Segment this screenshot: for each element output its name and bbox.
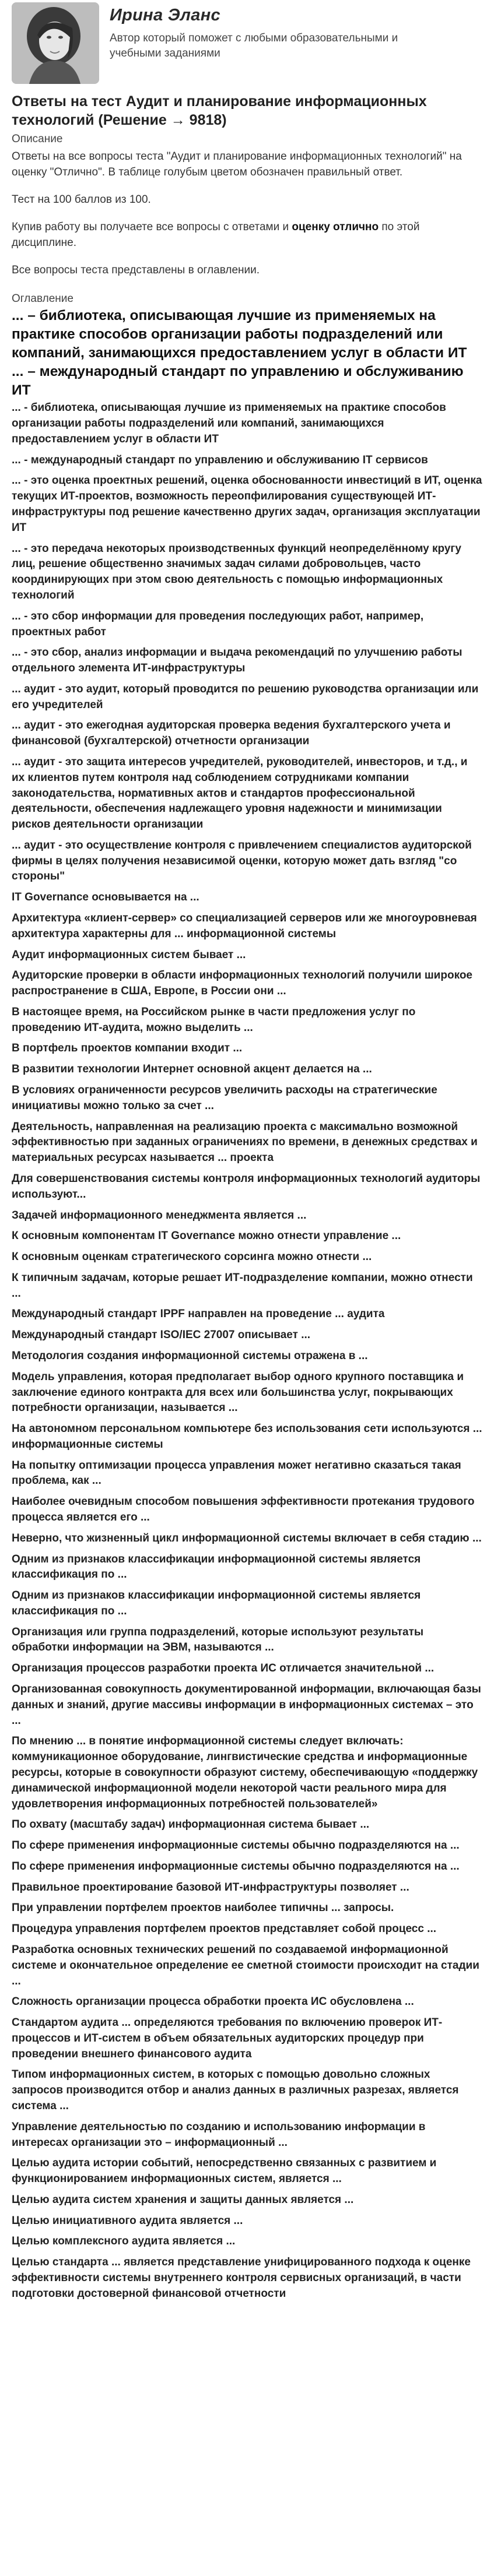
toc-item[interactable]: Процедура управления портфелем проектов представляет собой процесс ...	[12, 1923, 437, 1935]
toc-item[interactable]: Целью комплексного аудита является ...	[12, 2235, 236, 2248]
purchase-text	[12, 219, 482, 251]
toc-item[interactable]: Международный стандарт IPPF направлен на проведение ... аудита	[12, 1308, 385, 1321]
toc-item[interactable]: Архитектура «клиент-сервер» со специализацией серверов или же многоуровневая архитектура характерны для ... информационной системы	[12, 912, 477, 940]
purchase-text-bold: оценку отлично	[292, 221, 379, 234]
toc-item[interactable]: Задачей информационного менеджмента является ...	[12, 1209, 307, 1222]
toc-item[interactable]: Наиболее очевидным способом повышения эффективности протекания трудового процесса является его ...	[12, 1495, 475, 1523]
toc-item[interactable]: Одним из признаков классификации информационной системы является классификация по ...	[12, 1589, 421, 1617]
author-avatar[interactable]	[12, 2, 99, 84]
toc-item[interactable]: Международный стандарт ISO/IEC 27007 описывает ...	[12, 1329, 311, 1342]
author-card	[12, 0, 482, 87]
purchase-text-before: Купив работу вы получаете все вопросы с ответами и	[12, 221, 289, 234]
toc-item[interactable]: В условиях ограниченности ресурсов увеличить расходы на стратегические инициативы можно только за счет ...	[12, 1084, 437, 1112]
toc-item[interactable]: Одним из признаков классификации информационной системы является классификация по ...	[12, 1553, 421, 1581]
toc-item[interactable]: ... аудит - это аудит, который проводится по решению руководства организации или его учредителей	[12, 682, 479, 711]
toc-item[interactable]: ... - это сбор информации для проведения последующих работ, например, проектных работ	[12, 610, 424, 638]
toc-item[interactable]: Организация процессов разработки проекта ИС отличается значительной ...	[12, 1662, 435, 1675]
description-text: Ответы на все вопросы теста "Аудит и планирование информационных технологий" на оценку "Отлично". В таблице голубым цветом обозначен правильный ответ.	[12, 150, 462, 178]
toc-item[interactable]: Стандартом аудита ... определяются требования по включению проверок ИТ-процессов и ИТ-систем в объем обязательных аудиторских процедур при проведении внешнего финансового аудита	[12, 2017, 443, 2060]
toc-item[interactable]: Разработка основных технических решений по создаваемой информационной системе и окончательное определение ее сметной стоимости происходит на стадии ...	[12, 1943, 479, 1987]
toc-item[interactable]: На автономном персональном компьютере без использования сети используются ... информационные системы	[12, 1423, 482, 1451]
toc-item[interactable]: Правильное проектирование базовой ИТ-инфраструктуры позволяет ...	[12, 1881, 409, 1894]
toc-item[interactable]: IT Governance основывается на ...	[12, 891, 199, 904]
toc-item[interactable]: Типом информационных систем, в которых с помощью довольно сложных запросов производится отбор и анализ данных в различных разрезах, является система ...	[12, 2068, 459, 2112]
toc-item[interactable]: Для совершенствования системы контроля информационных технологий аудиторы используют...	[12, 1172, 481, 1201]
toc-item[interactable]: К основным оценкам стратегического сорсинга можно отнести ...	[12, 1251, 372, 1264]
avatar-photo	[12, 2, 99, 84]
author-name[interactable]: Ирина Эланс	[110, 6, 220, 24]
toc-item[interactable]: По сфере применения информационные системы обычно подразделяются на ...	[12, 1860, 460, 1873]
toc-item[interactable]: Аудиторские проверки в области информационных технологий получили широкое распространение в США, Европе, в России они ...	[12, 969, 473, 998]
toc-item[interactable]: Сложность организации процесса обработки проекта ИС обусловлена ...	[12, 1996, 414, 2008]
toc-item[interactable]: Целью стандарта ... является представление унифицированного подхода к оценке эффективности системы внутреннего контроля сервисных организаций, в части подготовки достоверной финансовой отчетности	[12, 2256, 471, 2300]
toc-item[interactable]: ... аудит - это осуществление контроля с привлечением специалистов аудиторской фирмы в целях получения независимой оценки, которую может дать взгляд "со стороны"	[12, 839, 472, 883]
toc-list	[12, 399, 482, 2304]
author-description: Автор который поможет с любыми образовательными и учебными заданиями	[110, 32, 398, 60]
toc-item[interactable]: ... аудит - это ежегодная аудиторская проверка ведения бухгалтерского учета и финансовой (бухгалтерской) отчетности организации	[12, 719, 451, 748]
toc-heading-link[interactable]: ... – библиотека, описывающая лучшие из применяемых на практике способов организации работы подразделений или компаний, занимающихся предоставлением услуг в области ИТ ... – международный стандарт по управлению и обслуживанию ИТ	[12, 308, 467, 398]
test-info: Тест на 100 баллов из 100.	[12, 193, 151, 206]
toc-item[interactable]: Методология создания информационной системы отражена в ...	[12, 1349, 368, 1362]
toc-item[interactable]: Целью аудита систем хранения и защиты данных является ...	[12, 2193, 354, 2206]
toc-item[interactable]: Целью инициативного аудита является ...	[12, 2214, 243, 2227]
toc-item[interactable]: ... - это сбор, анализ информации и выдача рекомендаций по улучшению работы отдельного элемента ИТ-инфраструктуры	[12, 646, 463, 675]
toc-item[interactable]: К основным компонентам IT Governance можно отнести управление ...	[12, 1230, 401, 1243]
toc-item[interactable]: Модель управления, которая предполагает выбор одного крупного поставщика и заключение единого контракта для всех или большинства услуг, покрывающих потребности организации, называется ...	[12, 1370, 464, 1414]
toc-item[interactable]: По мнению ... в понятие информационной системы следует включать: коммуникационное оборудование, лингвистические средства и информационные ресурсы, которые в совокупности образуют систему, обеспечивающую «поддержку динамической информационной модели некоторой части реального мира для удовлетворения информационных потребностей пользователей»	[12, 1735, 478, 1810]
toc-item[interactable]: ... - это передача некоторых производственных функций неопределённому кругу лиц, решение общественно значимых задач силами добровольцев, часто координирующих при этом свою деятельность с помощью информационных технологий	[12, 542, 461, 601]
purchase-text-after: по этой дисциплине.	[12, 221, 420, 249]
author-info	[110, 2, 436, 61]
toc-item[interactable]: По охвату (масштабу задач) информационная система бывает ...	[12, 1818, 370, 1831]
toc-item[interactable]: Организация или группа подразделений, которые используют результаты обработки информации на ЭВМ, называются ...	[12, 1625, 424, 1654]
toc-item[interactable]: Аудит информационных систем бывает ...	[12, 948, 246, 961]
description-label: Описание	[12, 133, 63, 145]
toc-item[interactable]: Организованная совокупность документированной информации, включающая базы данных и знаний, другие массивы информации в информационных системах – это ...	[12, 1683, 481, 1727]
toc-note: Все вопросы теста представлены в оглавлении.	[12, 264, 260, 277]
toc-item[interactable]: В портфель проектов компании входит ...	[12, 1042, 243, 1055]
toc-item[interactable]: На попытку оптимизации процесса управления может негативно сказаться такая проблема, как ...	[12, 1459, 461, 1487]
toc-item[interactable]: В развитии технологии Интернет основной акцент делается на ...	[12, 1063, 372, 1076]
toc-item[interactable]: При управлении портфелем проектов наиболее типичны ... запросы.	[12, 1902, 394, 1915]
toc-item[interactable]: В настоящее время, на Российском рынке в части предложения услуг по проведению ИТ-аудита, можно выделить ...	[12, 1005, 416, 1034]
toc-item[interactable]: Управление деятельностью по созданию и использованию информации в интересах организации это – информационный ...	[12, 2120, 426, 2149]
toc-item[interactable]: К типичным задачам, которые решает ИТ-подразделение компании, можно отнести ...	[12, 1271, 473, 1300]
toc-item[interactable]: По сфере применения информационные системы обычно подразделяются на ...	[12, 1839, 460, 1852]
toc-item[interactable]: ... - библиотека, описывающая лучшие из применяемых на практике способов организации работы подразделений или компаний, занимающихся предоставлением услуг в области ИТ	[12, 402, 446, 445]
page-title: Ответы на тест Аудит и планирование информационных технологий (Решение → 9818)	[12, 93, 427, 128]
toc-item[interactable]: ... - это оценка проектных решений, оценка обоснованности инвестиций в ИТ, оценка текущих ИТ-проектов, возможность переопфилирования существующей ИТ-инфраструктуры под решение качественно других задач, организация эксплуатации ИТ	[12, 474, 482, 534]
toc-item[interactable]: Целью аудита истории событий, непосредственно связанных с развитием и функционированием информационных систем, является ...	[12, 2157, 437, 2186]
toc-label: Оглавление	[12, 292, 73, 305]
toc-item[interactable]: Деятельность, направленная на реализацию проекта с максимально возможной эффективностью при заданных ограничениях по времени, в денежных средствах и материальных ресурсах называется ... проекта	[12, 1120, 478, 1164]
toc-item[interactable]: ... аудит - это защита интересов учредителей, руководителей, инвесторов, и т.д., и их клиентов путем контроля над соблюдением сотрудниками компании законодательства, нормативных актов и стандартов профессиональной деятельности, обеспечения надлежащего уровня надежности и минимизации рисков деятельности организации	[12, 755, 468, 831]
toc-item[interactable]: Неверно, что жизненный цикл информационной системы включает в себя стадию ...	[12, 1532, 482, 1544]
toc-item[interactable]: ... - международный стандарт по управлению и обслуживанию IT сервисов	[12, 453, 428, 466]
